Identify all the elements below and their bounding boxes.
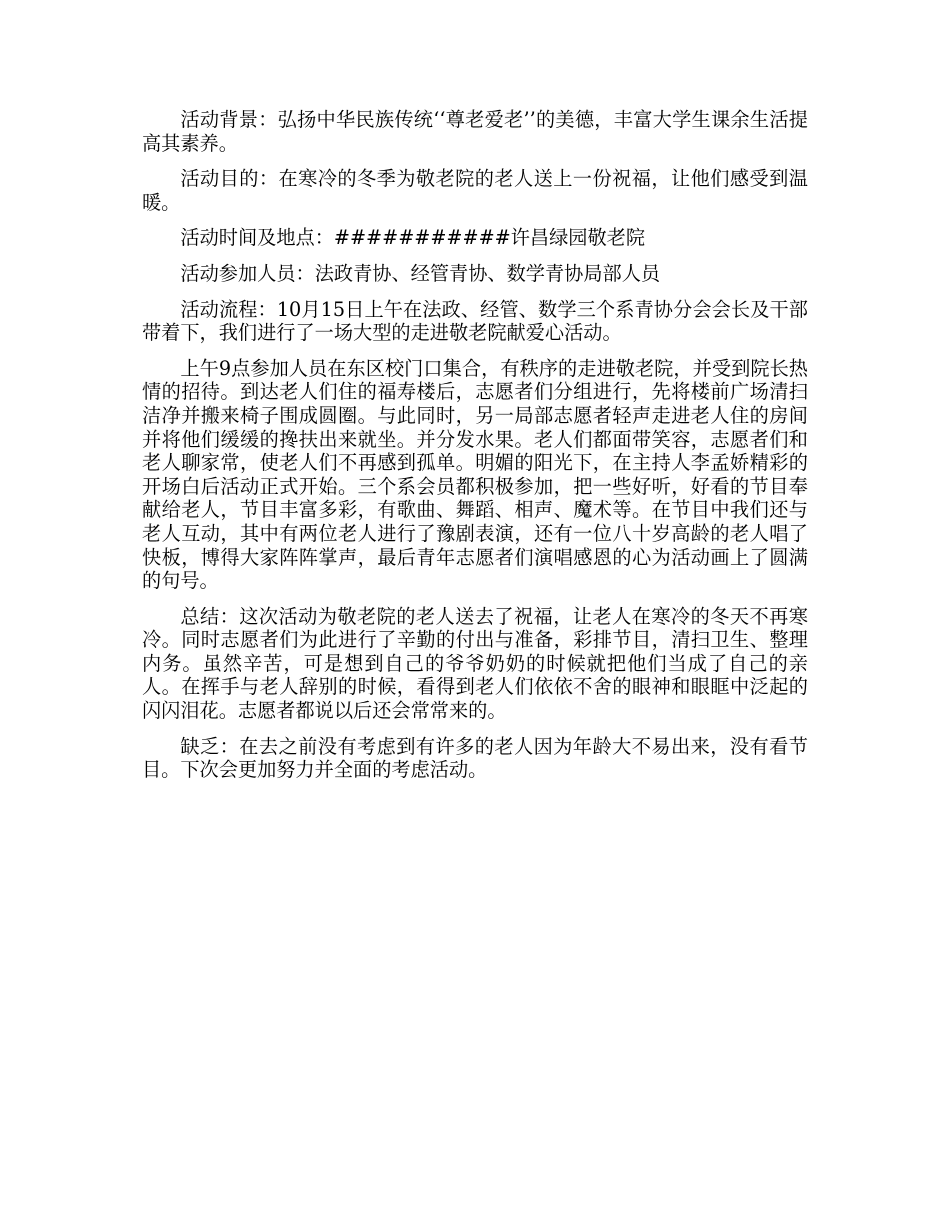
paragraph-purpose: 活动目的：在寒冷的冬季为敬老院的老人送上一份祝福，让他们感受到温暖。 <box>142 167 808 214</box>
paragraph-summary: 总结：这次活动为敬老院的老人送去了祝福，让老人在寒冷的冬天不再寒冷。同时志愿者们为此进行了辛勤的付出与准备，彩排节目，清扫卫生、整理内务。虽然辛苦，可是想到自己的爷爷奶奶的时候就把他们当成了自己的亲人。在挥手与老人辞别的时候，看得到老人们依依不舍的眼神和眼眶中泛起的闪闪泪花。志愿者都说以后还会常常来的。 <box>142 604 808 723</box>
paragraph-process: 活动流程：10月15日上午在法政、经管、数学三个系青协分会会长及干部带着下，我们进行了一场大型的走进敬老院献爱心活动。 <box>142 297 808 345</box>
paragraph-background: 活动背景：弘扬中华民族传统‘‘尊老爱老’’的美德，丰富大学生课余生活提高其素养。 <box>142 108 808 155</box>
paragraph-details: 上午9点参加人员在东区校门口集合，有秩序的走进敬老院，并受到院长热情的招待。到达老人们住的福寿楼后，志愿者们分组进行，先将楼前广场清扫洁净并搬来椅子围成圆圈。与此同时，另一局部志愿者轻声走进老人住的房间并将他们缓缓的搀扶出来就坐。并分发水果。老人们都面带笑容，志愿者们和老人聊家常，使老人们不再感到孤单。明媚的阳光下，在主持人李孟娇精彩的开场白后活动正式开始。三个系会员都积极参加，把一些好听，好看的节目奉献给老人，节目丰富多彩，有歌曲、舞蹈、相声、魔术等。在节目中我们还与老人互动，其中有两位老人进行了豫剧表演，还有一位八十岁高龄的老人唱了快板，博得大家阵阵掌声，最后青年志愿者们演唱感恩的心为活动画上了圆满的句号。 <box>142 356 808 593</box>
paragraph-time-place: 活动时间及地点：###########许昌绿园敬老院 <box>180 226 646 250</box>
paragraph-shortcomings: 缺乏：在去之前没有考虑到有许多的老人因为年龄大不易出来，没有看节目。下次会更加努力并全面的考虑活动。 <box>142 734 808 782</box>
document-body <box>142 108 808 794</box>
paragraph-participants: 活动参加人员：法政青协、经管青协、数学青协局部人员 <box>180 261 661 285</box>
